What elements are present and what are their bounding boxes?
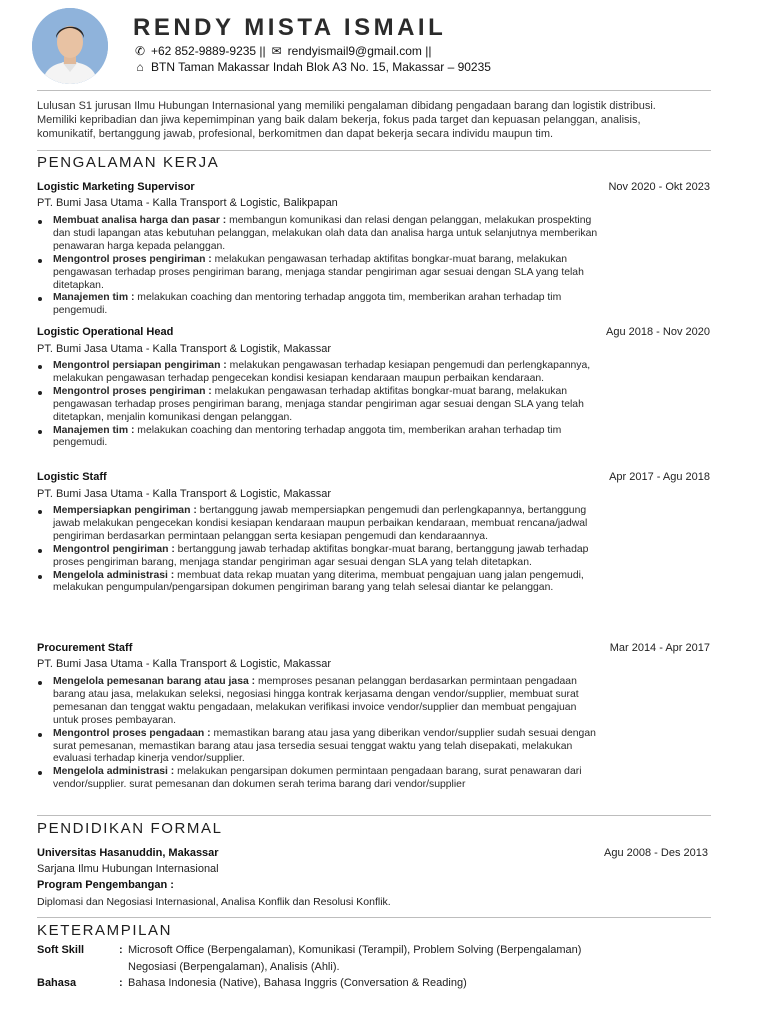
job-title: Procurement Staff [37, 642, 133, 654]
job-duties [37, 505, 602, 595]
summary-line: Lulusan S1 jurusan Ilmu Hubungan Internasional yang memiliki pengalaman dibidang pengadaan barang dan logistik distribusi. [37, 100, 656, 112]
job-title: Logistic Staff [37, 471, 107, 483]
address-line [133, 60, 491, 74]
phone-number: +62 852-9889-9235 || [151, 44, 266, 58]
skills-heading: KETERAMPILAN [37, 922, 173, 939]
job-title: Logistic Marketing Supervisor [37, 181, 195, 193]
list-item: Mengontrol proses pengadaan : memastikan barang atau jasa yang diberikan vendor/supplier sudah sesuai dengan surat pemesanan, memastikan barang atau jasa tersedia sesuai tenggat waktu yang telah disepakati, melakukan evaluasi terhadap kinerja vendor/supplier. [37, 728, 602, 767]
summary-line: Memiliki kepribadian dan jiwa kepemimpinan yang baik dalam bekerja, fokus pada target dan kepuasan pelanggan, analisis, [37, 114, 641, 126]
language-label: Bahasa [37, 977, 77, 989]
job-duties [37, 676, 602, 792]
list-item: Mengontrol persiapan pengiriman : melakukan pengawasan terhadap kesiapan pengemudi dan perlengkapannya, melakukan pengawasan terhadap pengecekan kondisi kesiapan kendaraan maupun perbaikan kendaraan. [37, 360, 602, 386]
degree: Sarjana Ilmu Hubungan Internasional [37, 863, 219, 875]
summary-line: komunikatif, bertanggung jawab, profesional, berkomitmen dan dapat bekerja secara individu maupun tim. [37, 128, 554, 140]
section-divider [37, 917, 711, 918]
section-divider [37, 815, 711, 816]
job-date: Apr 2017 - Agu 2018 [609, 471, 710, 483]
email-address: rendyismail9@gmail.com || [287, 44, 432, 58]
contact-line [133, 44, 431, 58]
colon: : [119, 977, 123, 989]
job-company: PT. Bumi Jasa Utama - Kalla Transport & Logistic, Makassar [37, 488, 332, 500]
program-label: Program Pengembangan : [37, 879, 174, 891]
list-item: Mengontrol pengiriman : bertanggung jawab terhadap aktifitas bongkar-muat barang, bertanggung jawab terhadap proses pengiriman barang, menjaga standar pengiriman agar sesuai dengan SLA yang telah ditetapkan. [37, 544, 602, 570]
soft-skill-value: Microsoft Office (Berpengalaman), Komunikasi (Terampil), Problem Solving (Berpengalaman) [128, 944, 582, 956]
job-date: Agu 2018 - Nov 2020 [606, 326, 710, 338]
list-item: Mengontrol proses pengiriman : melakukan pengawasan terhadap aktifitas bongkar-muat barang, melakukan pengawasan terhadap proses pengiriman barang, menjaga standar pengiriman agar sesuai dengan SLA yang telah ditetapkan, menjalin komunikasi dengan pelanggan. [37, 386, 602, 425]
list-item: Membuat analisa harga dan pasar : membangun komunikasi dan relasi dengan pelanggan, melakukan prospekting dan studi lapangan atas kebutuhan pelanggan, melakukan olah data dan analisa harga untuk selanjutnya memberikan penawaran harga kepada pelanggan. [37, 215, 602, 254]
program-detail: Diplomasi dan Negosiasi Internasional, Analisa Konflik dan Resolusi Konflik. [37, 896, 391, 908]
mail-icon: ✉ [271, 44, 282, 58]
job-company: PT. Bumi Jasa Utama - Kalla Transport & Logistic, Makassar [37, 658, 332, 670]
job-date: Nov 2020 - Okt 2023 [608, 181, 710, 193]
education-date: Agu 2008 - Des 2013 [604, 847, 708, 859]
soft-skill-value: Negosiasi (Berpengalaman), Analisis (Ahli). [128, 961, 340, 973]
phone-icon: ✆ [134, 44, 146, 58]
header-divider [37, 90, 711, 91]
candidate-name: RENDY MISTA ISMAIL [133, 14, 447, 41]
profile-photo [32, 8, 108, 84]
colon: : [119, 944, 123, 956]
job-duties [37, 360, 602, 450]
home-icon: ⌂ [136, 60, 144, 74]
list-item: Manajemen tim : melakukan coaching dan mentoring terhadap anggota tim, memberikan arahan terhadap tim pengemudi. [37, 425, 602, 451]
job-duties [37, 215, 602, 318]
education-heading: PENDIDIKAN FORMAL [37, 820, 223, 837]
school-name: Universitas Hasanuddin, Makassar [37, 847, 219, 859]
list-item: Mengelola administrasi : melakukan pengarsipan dokumen permintaan pengadaan barang, surat penawaran dari vendor/supplier. surat pemesanan dan dokumen serah terima barang dari vendor/supplier [37, 766, 602, 792]
job-date: Mar 2014 - Apr 2017 [609, 642, 710, 654]
list-item: Mempersiapkan pengiriman : bertanggung jawab mempersiapkan pengemudi dan perlengkapannya, bertanggung jawab melakukan pengecekan kondisi kesiapan kendaraan maupun perbaikan kendaraan, membuat rencana/jadwal pengiriman berdasarkan permintaan pelanggan serta kesiapan pengemudi dan kendaraannya. [37, 505, 602, 544]
home-address: BTN Taman Makassar Indah Blok A3 No. 15, Makassar – 90235 [151, 60, 491, 74]
list-item: Mengontrol proses pengiriman : melakukan pengawasan terhadap aktifitas bongkar-muat barang, melakukan pengawasan terhadap proses pengiriman barang, menjaga standar pengiriman agar sesuai dengan SLA yang telah ditetapkan. [37, 254, 602, 293]
job-title: Logistic Operational Head [37, 326, 174, 338]
job-company: PT. Bumi Jasa Utama - Kalla Transport & Logistic, Balikpapan [37, 197, 338, 209]
experience-heading: PENGALAMAN KERJA [37, 154, 220, 171]
section-divider [37, 150, 711, 151]
profile-summary [37, 99, 717, 141]
list-item: Mengelola administrasi : membuat data rekap muatan yang diterima, membuat pengajuan uang jalan pengemudi, melakukan pengumpulan/pengarsipan dokumen pengiriman barang yang telah selesai diantar ke pelanggan. [37, 570, 602, 596]
job-company: PT. Bumi Jasa Utama - Kalla Transport & Logistik, Makassar [37, 343, 332, 355]
list-item: Mengelola pemesanan barang atau jasa : memproses pesanan pelanggan berdasarkan permintaan pengadaan barang atau jasa, melakukan seleksi, negosiasi hingga kontrak kerjasama dengan vendor/supplier, membuat surat pemesanan dan tenggat waktu pengadaan, melakukan verifikasi invoice vendor/supplier dan membuat pengajuan untuk proses pembayaran. [37, 676, 602, 728]
list-item: Manajemen tim : melakukan coaching dan mentoring terhadap anggota tim, memberikan arahan terhadap tim pengemudi. [37, 292, 602, 318]
language-value: Bahasa Indonesia (Native), Bahasa Inggris (Conversation & Reading) [128, 977, 467, 989]
soft-skill-label: Soft Skill [37, 944, 85, 956]
